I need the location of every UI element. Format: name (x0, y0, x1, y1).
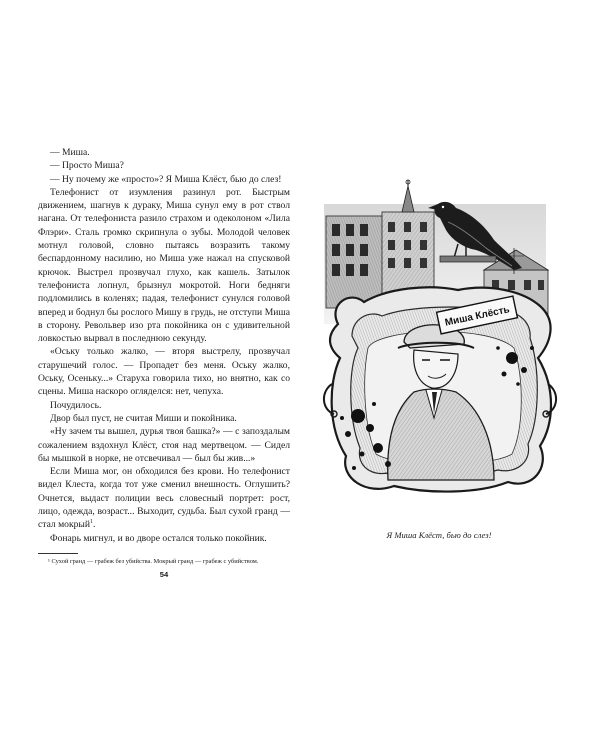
illustration-caption: Я Миша Клёст, бью до слез! (386, 530, 492, 540)
page-number: 54 (159, 570, 169, 579)
footnote-divider (38, 553, 78, 554)
paragraph: — Просто Миша? (50, 160, 124, 172)
illustration (318, 178, 560, 508)
paragraph: — Миша. (50, 147, 90, 158)
main-text-column (38, 146, 290, 566)
paragraph: — Ну почему же «просто»? Я Миша Клёст, бью до слез! (50, 173, 282, 185)
paragraph-text: Если Миша мог, он обходился без крови. Но телефонист видел Клеста, когда тот уже сменил внешность. Оглушить? Очнется, выдаст полиции весь словесный портрет: рост, лицо, одежда, возраст... Выходит, судьба. Был сухой гранд — стал мокрый (38, 466, 290, 531)
paragraph: «Ну зачем ты вышел, дурья твоя башка?» — с запоздалым сожалением вздохнул Клёст, стоя над мертвецом. — Сидел бы мышкой в норке, не отсвечивал — был бы жив...» (38, 426, 290, 464)
paragraph: «Оську только жалко, — вторя выстрелу, прозвучал старушечий голос. — Пропадет без меня. Оську жалко, Оську, Осеньку...» Старуха говорила тихо, но внятно, как со сцены. Миша наскоро огляделся: нет, чепуха. (38, 346, 290, 398)
footnote: ¹ Сухой гранд — грабеж без убийства. Мокрый гранд — грабеж с убийством. (48, 557, 259, 565)
footnote-marker: 1 (90, 519, 94, 526)
paragraph-with-footnote: Если Миша мог, он обходился без крови. Но телефонист видел Клеста, когда тот уже сменил внешность. Оглушить? Очнется, выдаст полиции весь словесный портрет: рост, лицо, одежда, возраст... Выходит, судьба. Был сухой гранд — стал мокрый$^1$. (38, 466, 290, 531)
paragraph: Двор был пуст, не считая Миши и покойника. (50, 412, 237, 424)
paragraph-last: Фонарь мигнул, и во дворе остался только покойник. (50, 532, 267, 544)
paragraph: Почудилось. (50, 399, 102, 411)
sign-text: Миша Клёсть (443, 304, 511, 329)
paragraph: Телефонист от изумления разинул рот. Быстрым движением, шагнув к дураку, Миша сунул ему в рот ствол нагана. От телефониста разило страхом и одеколоном «Лила Флэри». Сталь громко скрипнула о зубы. Молодой человек мотнул головой, словно пытаясь возразить такому беспардонному насилию, но Миша уже нажал на спусковой крючок. Выстрел прозвучал глухо, как кашель. Затылок телефониста лопнул, брызнул мокротой. Ноги бедняги подломились в коленях; падая, телефонист сунулся головой вперед и боднул бы рослого Мишу в грудь, не отступи Миша в сторону. Револьвер изо рта покойника он с удивительной ловкостью вырвал в последнюю секунду. (38, 186, 290, 345)
